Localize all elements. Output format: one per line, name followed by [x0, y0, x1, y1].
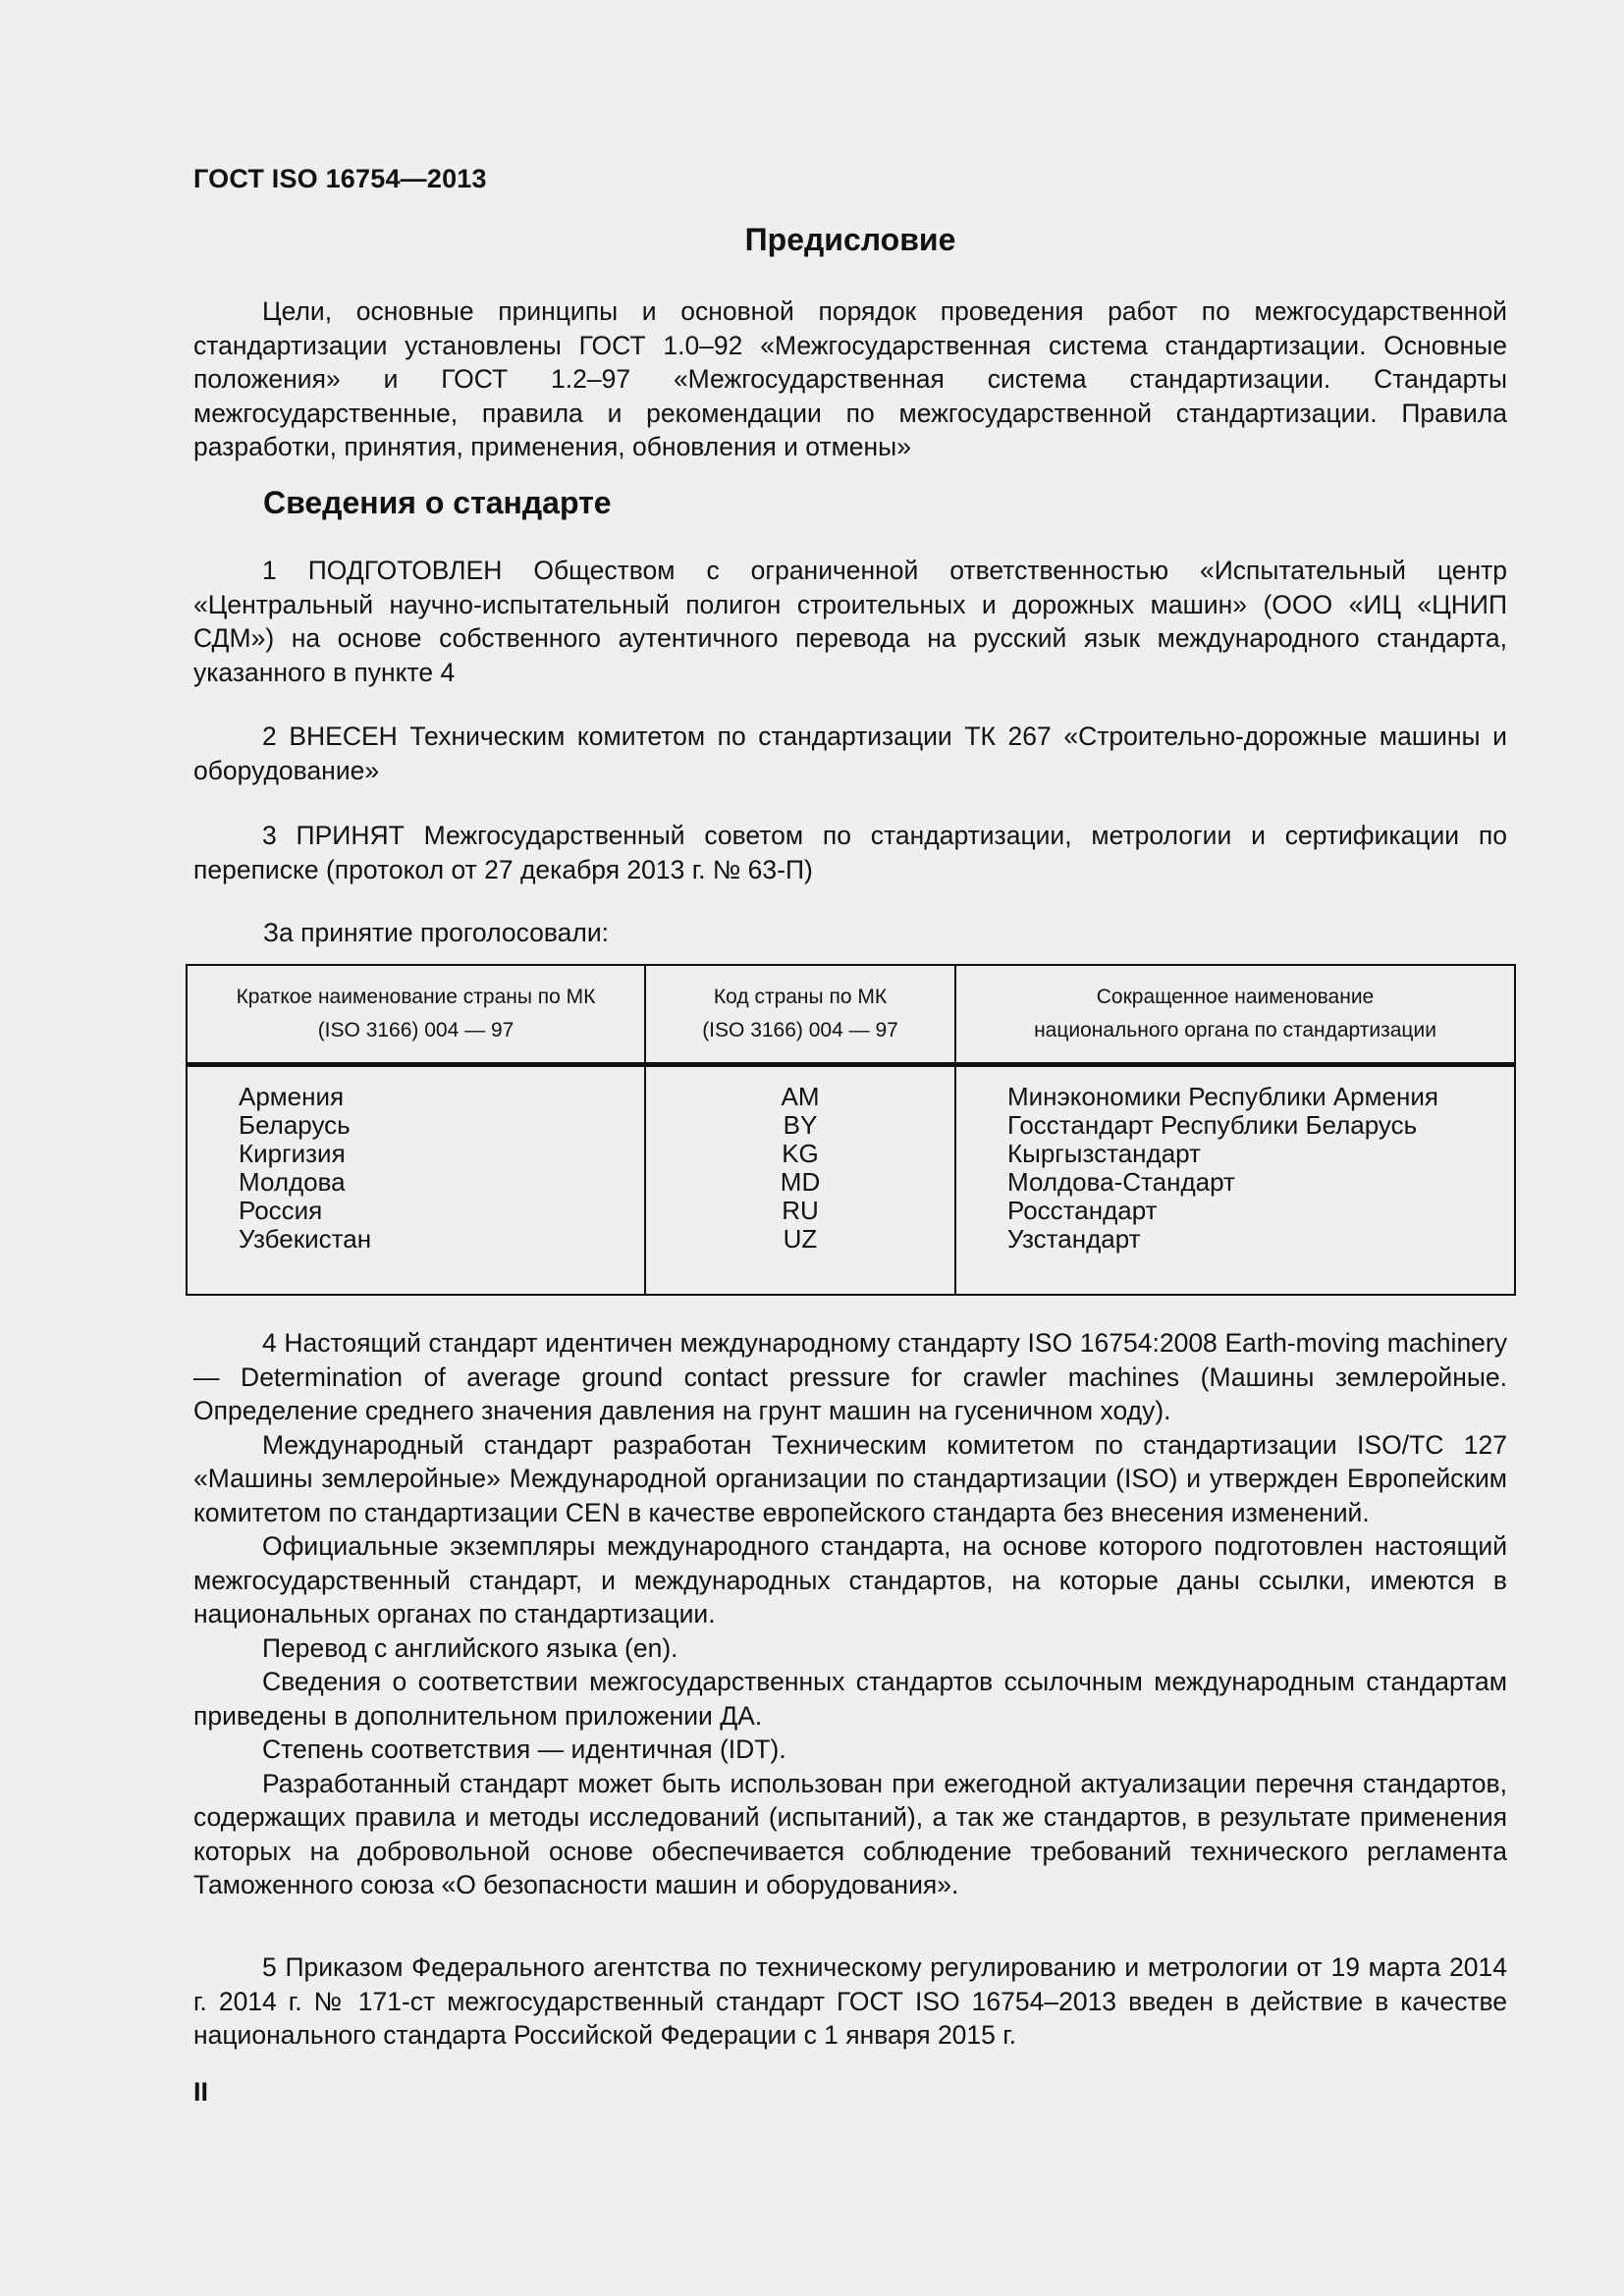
standards-body: Молдова-Стандарт [1007, 1167, 1235, 1197]
item-2-text: 2 ВНЕСЕН Техническим комитетом по стандартизации ТК 267 «Строительно-дорожные машины и оборудование» [193, 721, 1507, 785]
item-1-text: 1 ПОДГОТОВЛЕН Обществом с ограниченной ответственностью «Испытательный центр «Центральный научно-испытательный полигон строительных и дорожных машин» (ООО «ИЦ «ЦНИП СДМ») на основе собственного аутентичного перевода на русский язык международного стандарта, указанного в пункте 4 [193, 556, 1507, 687]
country-name: Молдова [239, 1167, 346, 1197]
standards-body: Госстандарт Республики Беларусь [1007, 1110, 1418, 1140]
item-4-section [193, 1326, 1507, 1902]
item-4-paragraph: Международный стандарт разработан Техническим комитетом по стандартизации ISO/TC 127 «Машины землеройные» Международной организации по стандартизации (ISO) и утвержден Европейским комитетом по стандартизации CEN в качестве европейского стандарта без внесения изменений. [193, 1429, 1507, 1527]
page-title: Предисловие [744, 222, 956, 257]
item-3-paragraph [193, 819, 1507, 886]
standards-body: Минэкономики Республики Армения [1007, 1082, 1438, 1111]
item-4-paragraph: Степень соответствия — идентичная (IDT). [262, 1735, 786, 1764]
country-name: Армения [239, 1082, 345, 1111]
standards-body: Росстандарт [1007, 1196, 1158, 1225]
foreword-text: Цели, основные принципы и основной порядок проведения работ по межгосударственной стандартизации установлены ГОСТ 1.0–92 «Межгосударственная система стандартизации. Основные положения» и ГОСТ 1.2–97 «Межгосударственная система стандартизации. Стандарты межгосударственные, правила и рекомендации по межгосударственной стандартизации. Правила разработки, принятия, применения, обновления и отмены» [193, 296, 1507, 461]
running-header: ГОСТ ISO 16754—2013 [193, 164, 487, 193]
country-code: MD [780, 1167, 821, 1197]
column-header-body [955, 965, 1515, 1065]
table-header-row [187, 965, 1515, 1065]
item-4-paragraph: Перевод с английского языка (en). [262, 1632, 678, 1663]
code-column [645, 1065, 955, 1296]
vote-label: За принятие проголосовали: [263, 918, 610, 947]
country-code: KG [782, 1139, 819, 1168]
item-4-paragraph: 4 Настоящий стандарт идентичен международному стандарту ISO 16754:2008 Earth-moving machinery — Determination of average ground contact pressure for crawler machines (Машины землеройные. Определение среднего значения давления на грунт машин на гусеничном ходу). [193, 1328, 1507, 1425]
standards-body: Кыргызстандарт [1007, 1139, 1201, 1168]
item-4-paragraph: Сведения о соответствии межгосударственных стандартов ссылочным международным стандартам приведены в дополнительном приложении ДА. [193, 1667, 1507, 1731]
country-name: Россия [239, 1196, 323, 1225]
body-column [955, 1065, 1515, 1296]
standards-body: Узстандарт [1007, 1224, 1141, 1254]
page-number: II [193, 2077, 209, 2107]
item-4-paragraph: Официальные экземпляры международного стандарта, на основе которого подготовлен настоящий межгосударственный стандарт, и международных стандартов, на которые даны ссылки, имеются в национальных органах по стандартизации. [193, 1531, 1507, 1629]
column-header-code [645, 965, 955, 1065]
column-header-country [187, 965, 645, 1065]
item-5-paragraph [193, 1950, 1507, 2053]
foreword-paragraph [193, 294, 1507, 464]
item-1-paragraph [193, 554, 1507, 689]
item-4-paragraph: Разработанный стандарт может быть использован при ежегодной актуализации перечня стандартов, содержащих правила и методы исследований (испытаний), а так же стандартов, в результате применения которых на добровольной основе обеспечивается соблюдение требований технического регламента Таможенного союза «О безопасности машин и оборудования». [193, 1768, 1507, 1899]
country-name: Киргизия [239, 1139, 346, 1168]
header-line: (ISO 3166) 004 — 97 [702, 1019, 898, 1041]
country-code: UZ [783, 1224, 818, 1254]
header-line: (ISO 3166) 004 — 97 [317, 1019, 514, 1041]
section-heading: Сведения о стандарте [263, 485, 612, 520]
header-line: Код страны по МК [713, 986, 888, 1008]
header-line: Сокращенное наименование [1096, 986, 1375, 1008]
country-column [187, 1065, 645, 1296]
country-code: BY [783, 1110, 818, 1140]
country-name: Беларусь [239, 1110, 351, 1140]
voting-table [186, 964, 1516, 1296]
item-3-text: 3 ПРИНЯТ Межгосударственный советом по стандартизации, метрологии и сертификации по переписке (протокол от 27 декабря 2013 г. № 63-П) [193, 821, 1507, 884]
header-line: Краткое наименование страны по МК [236, 986, 596, 1008]
item-2-paragraph [193, 720, 1507, 787]
country-name: Узбекистан [239, 1224, 372, 1254]
item-5-text: 5 Приказом Федерального агентства по техническому регулированию и метрологии от 19 марта 2014 г. 2014 г. № 171-ст межгосударственный стандарт ГОСТ ISO 16754–2013 введен в действие в качестве национального стандарта Российской Федерации с 1 января 2015 г. [193, 1952, 1507, 2050]
table-body-row [187, 1065, 1515, 1296]
country-code: RU [782, 1196, 819, 1225]
header-line: национального органа по стандартизации [1034, 1019, 1436, 1041]
country-code: AM [781, 1082, 820, 1111]
